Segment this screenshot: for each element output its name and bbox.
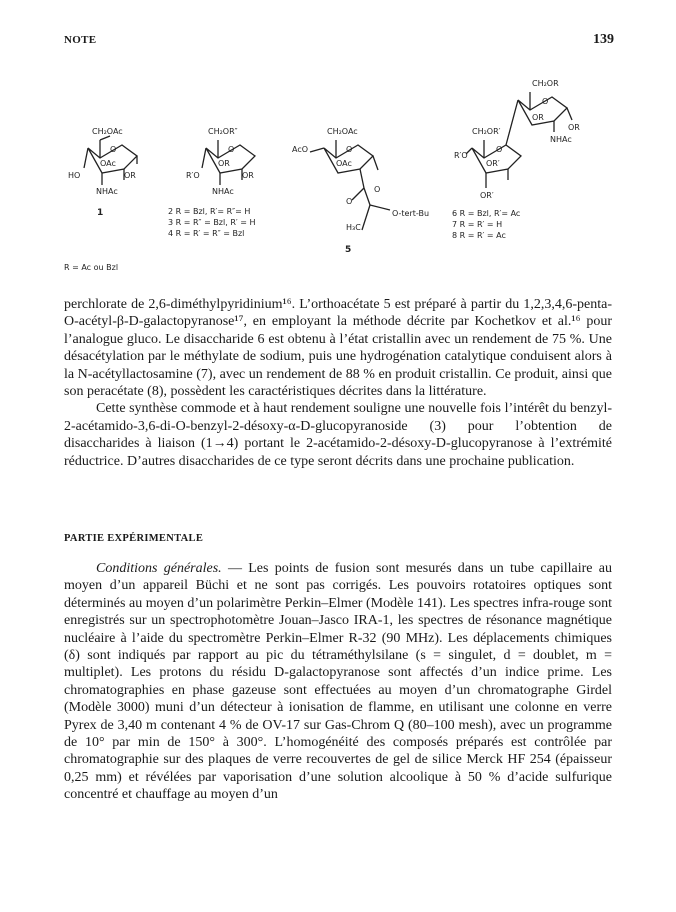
- s1-oac: OAc: [100, 159, 116, 168]
- s2-nhac: NHAc: [212, 187, 234, 196]
- chemical-structures-svg: [40, 70, 640, 280]
- s1-ring-o: O: [110, 145, 117, 154]
- s1-nhac: NHAc: [96, 187, 118, 196]
- s5-o-tert-bu: O-tert-Bu: [392, 209, 430, 218]
- s5-h3c: H₃C: [346, 223, 361, 232]
- paragraph-3-body: [64, 560, 612, 804]
- s6-lower-ring-o: O: [496, 145, 503, 154]
- legend-8: 8 R = R′ = Ac: [452, 231, 506, 240]
- paragraph-1: [64, 296, 612, 470]
- paragraph-3-lead: Conditions générales.: [96, 561, 222, 576]
- s6-ch2or-prime: CH₂OR′: [472, 127, 501, 136]
- page-number: 139: [593, 32, 614, 47]
- legend-3: 3 R = R″ = Bzl, R′ = H: [168, 218, 256, 227]
- paragraph-3-text: — Les points de fusion sont mesurés dans un tube capillaire au moyen d’un appareil Büchi et ne sont pas corrigés. Les pouvoirs rotatoires optiques sont déterminés au moyen d’un polarimètre Perkin–Elmer (Modèle 141). Les spectres infra-rouge sont enregistrés sur un spectrophotomètre Jouan–Jasco IRA-1, les spectres de résonance magnétique nucléaire à l’aide du spectromètre Perkin–Elmer R-32 (90 MHz). Les déplacements chimiques (δ) sont indiqués par rapport au pic du tétraméthylsilane (s = singulet, d = doublet, m = multiplet). Les protons du résidu D-galactopyranose sont affectés d’un indice prime. Les chromatographies en phase gazeuse sont effectuées au moyen d’un chromatographe Girdel (Modèle 3000) muni d’un détecteur à ionisation de flamme, en utilisant une colonne en verre Pyrex de 3,40 m contenant 4 % de OV-17 sur Gas-Chrom Q (80–100 mesh), avec un programme de 10° par min de 150° à 300°. L’homogénéité des composés préparés est contrôlée par chromatographie sur des plaques de verre recouvertes de gel de silice Merck HF 254 (épaisseur 0,25 mm) et révélées par vaporisation d’une solution alcoolique à 50 % d’acide sulfurique concentré et chauffage au moyen d’un: [64, 561, 612, 803]
- chemical-scheme: [40, 70, 640, 280]
- s5-o-right: O: [374, 185, 381, 194]
- s6-r-o: R′O: [454, 151, 468, 160]
- s5-oac: OAc: [336, 159, 352, 168]
- page-header: [64, 34, 614, 54]
- s5-aco: AcO: [292, 145, 309, 154]
- s1-or: OR: [124, 171, 136, 180]
- s6-nhac: NHAc: [550, 135, 572, 144]
- s2-or-right: OR: [242, 171, 254, 180]
- s6-upper-ring-o: O: [542, 97, 549, 106]
- s5-o-left: O: [346, 197, 353, 206]
- section-title: PARTIE EXPÉRIMENTALE: [64, 533, 204, 544]
- s6-ch2or: CH₂OR: [532, 79, 559, 88]
- paragraph-2-text: Cette synthèse commode et à haut rendement souligne une nouvelle fois l’intérêt du benzyl-2-acétamido-3,6-di-O-benzyl-2-désoxy-α-D-glucopyranoside (3) pour l’obtention de disaccharides à liaison (1→4) portant le 2-acétamido-2-désoxy-D-glucopyranose à l’extrémité réductrice. D’autres disaccharides de ce type seront décrits dans une prochaine publication.: [64, 401, 612, 469]
- running-head: NOTE: [64, 34, 97, 46]
- legend-7: 7 R = R′ = H: [452, 220, 503, 229]
- s6-or-prime-bottom: OR′: [480, 191, 494, 200]
- s2-or: OR: [218, 159, 230, 168]
- s5-ring-o: O: [346, 145, 353, 154]
- legend-2: 2 R = Bzl, R′= R″= H: [168, 207, 251, 216]
- s1-ch2oac: CH₂OAc: [92, 127, 123, 136]
- s6-or-prime: OR′: [486, 159, 500, 168]
- paragraph-3: [64, 560, 612, 804]
- s2-r-o: R′O: [186, 171, 200, 180]
- s6-upper-or-right: OR: [568, 123, 580, 132]
- legend-4: 4 R = R′ = R″ = Bzl: [168, 229, 245, 238]
- r-definition: R = Ac ou Bzl: [64, 263, 119, 272]
- s2-ring-o: O: [228, 145, 235, 154]
- s2-ch2or-dprime: CH₂OR″: [208, 127, 238, 136]
- s5-ch2oac: CH₂OAc: [327, 127, 358, 136]
- legend-6: 6 R = Bzl, R′= Ac: [452, 209, 521, 218]
- compound-5-number: 5: [345, 245, 352, 255]
- s6-upper-or: OR: [532, 113, 544, 122]
- compound-1-number: 1: [97, 208, 104, 218]
- s1-ho: HO: [68, 171, 81, 180]
- paragraph-1-text: perchlorate de 2,6-diméthylpyridinium¹⁶. L’orthoacétate 5 est préparé à partir du 1,2,3,4,6-penta-O-acétyl-β-D-galactopyranose¹⁷, en employant la méthode décrite par Kochetkov et al.¹⁶ pour l’analogue gluco. Le disaccharide 6 est obtenu à l’état cristallin avec un rendement de 75 %. Une désacétylation par le méthylate de sodium, puis une hydrogénation catalytique conduisent alors à la N-acétyllactosamine (7), avec un rendement de 88 % en produit cristallin. Ce produit, ainsi que son peracétate (8), possèdent les caractéristiques décrites dans la littérature.: [64, 297, 612, 400]
